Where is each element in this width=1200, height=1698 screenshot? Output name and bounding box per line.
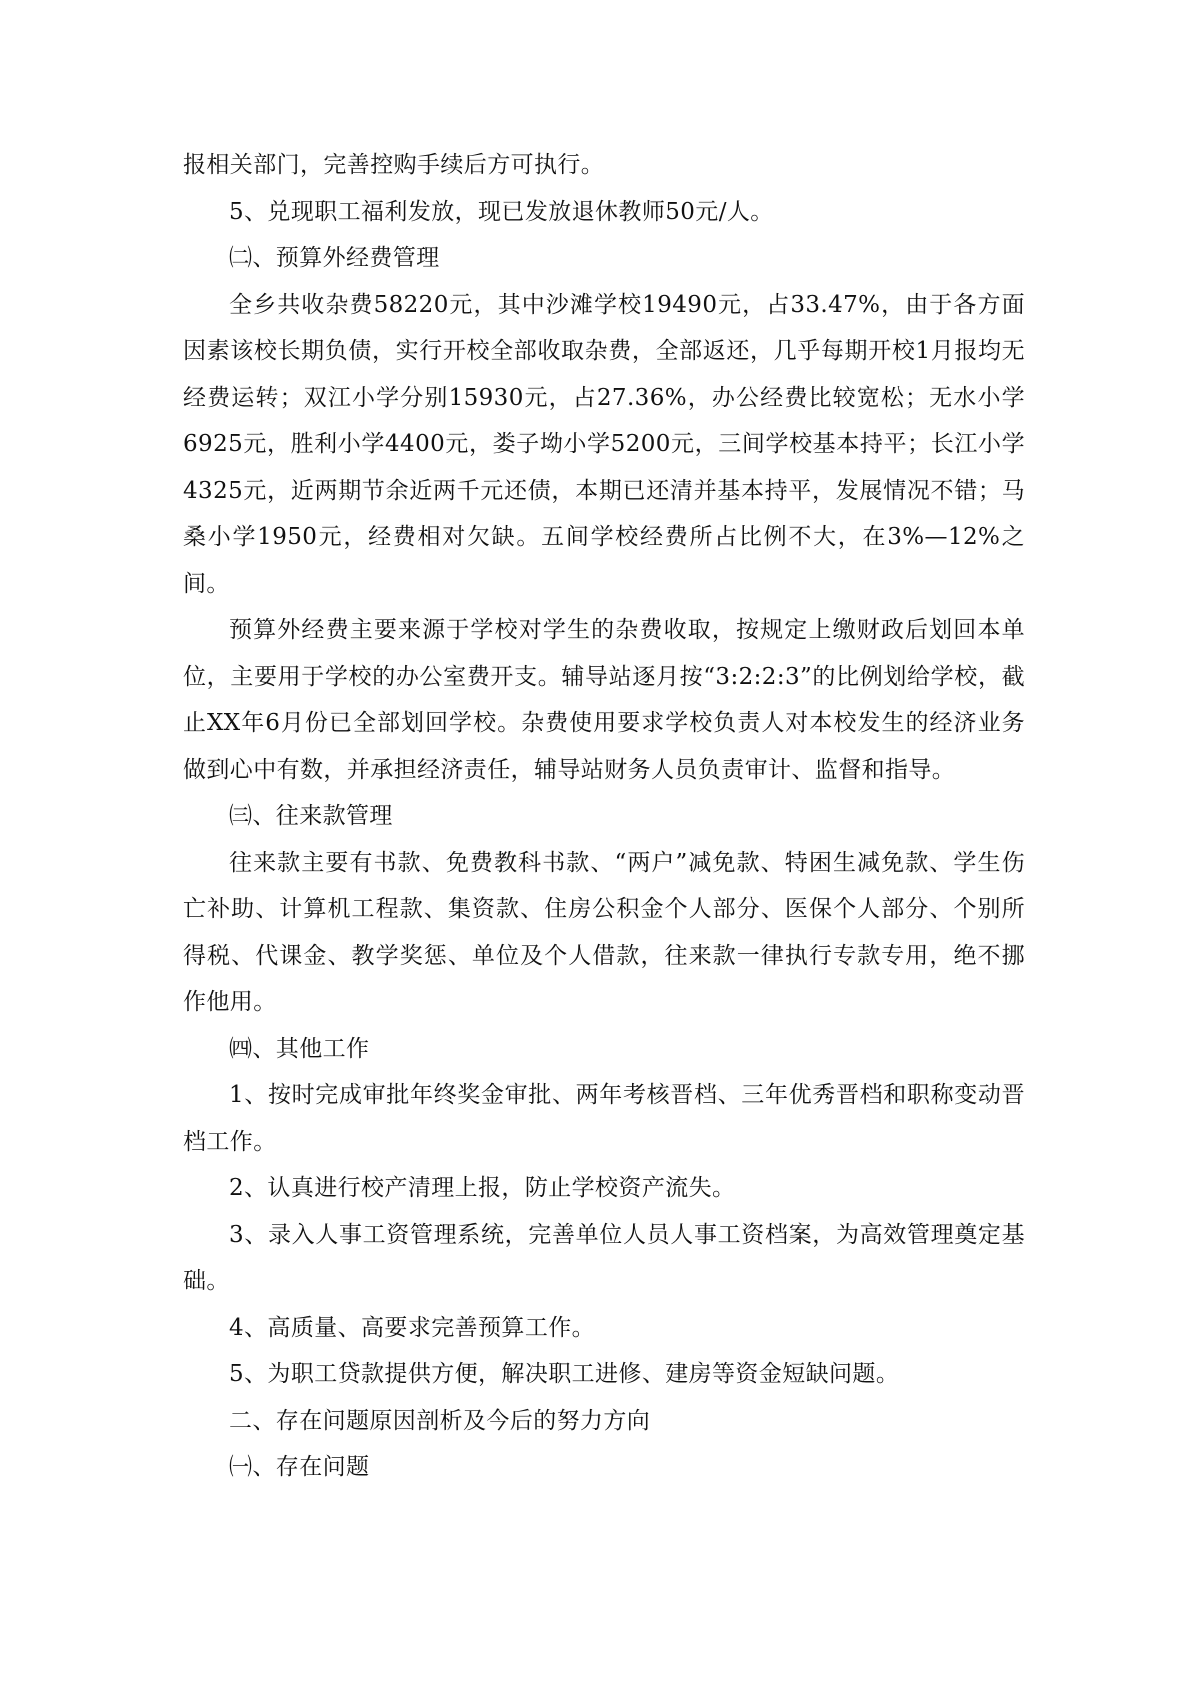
paragraph-item-1: 1、按时完成审批年终奖金审批、两年考核晋档、三年优秀晋档和职称变动晋档工作。 [183, 1082, 1025, 1155]
paragraph-fees-summary: 全乡共收杂费58220元，其中沙滩学校19490元，占33.47%，由于各方面因素该校长期负债，实行开校全部收取杂费，全部返还，几乎每期开校1月报均无经费运转；双江小学分别15930元，占27.36%，办公经费比较宽松；无水小学6925元，胜利小学4400元，娄子坳小学5200元，三间学校基本持平；长江小学4325元，近两期节余近两千元还债，本期已还清并基本持平，发展情况不错；马桑小学1950元，经费相对欠缺。五间学校经费所占比例不大，在3%—12%之间。 [183, 291, 1025, 597]
section-heading-1: ㈠、存在问题 [229, 1454, 370, 1480]
paragraph-item-3: 3、录入人事工资管理系统，完善单位人员人事工资档案，为高效管理奠定基础。 [183, 1221, 1025, 1294]
paragraph-accounts: 往来款主要有书款、免费教科书款、“两户”减免款、特困生减免款、学生伤亡补助、计算机工程款、集资款、住房公积金个人部分、医保个人部分、个别所得税、代课金、教学奖惩、单位及个人借款，往来款一律执行专款专用，绝不挪作他用。 [183, 849, 1025, 1015]
paragraph-continuation: 报相关部门，完善控购手续后方可执行。 [183, 152, 605, 178]
paragraph-item-4: 4、高质量、高要求完善预算工作。 [229, 1314, 596, 1341]
section-heading-part-2: 二、存在问题原因剖析及今后的努力方向 [229, 1407, 651, 1434]
paragraph-item-5: 5、为职工贷款提供方便，解决职工进修、建房等资金短缺问题。 [229, 1361, 900, 1387]
section-heading-2: ㈡、预算外经费管理 [229, 245, 440, 271]
paragraph-item-5-welfare: 5、兑现职工福利发放，现已发放退休教师50元/人。 [229, 198, 774, 225]
section-heading-3: ㈢、往来款管理 [229, 803, 393, 829]
paragraph-item-2: 2、认真进行校产清理上报，防止学校资产流失。 [229, 1175, 736, 1201]
paragraph-fees-source: 预算外经费主要来源于学校对学生的杂费收取，按规定上缴财政后划回本单位，主要用于学校的办公室费开支。辅导站逐月按“3:2:2:3”的比例划给学校，截止XX年6月份已全部划回学校。杂费使用要求学校负责人对本校发生的经济业务做到心中有数，并承担经济责任，辅导站财务人员负责审计、监督和指导。 [183, 617, 1025, 783]
section-heading-4: ㈣、其他工作 [229, 1035, 370, 1062]
